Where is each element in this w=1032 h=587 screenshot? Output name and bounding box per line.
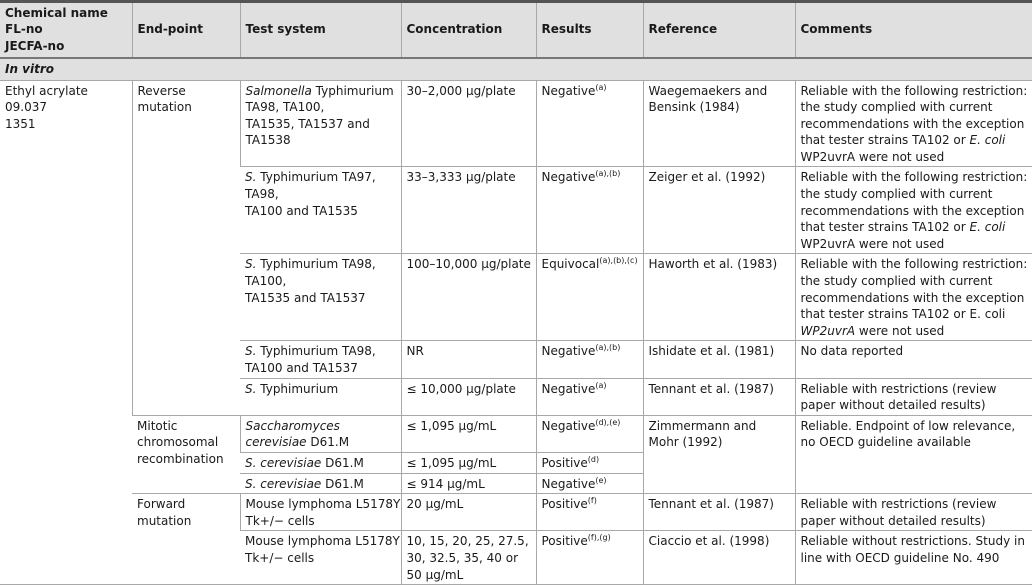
results-cell: Positive$^{(d)}$ xyxy=(536,452,643,473)
test-system-cell: S. Typhimurium TA98, TA100 and TA1537 xyxy=(240,341,401,378)
test-system-cell: S. cerevisiae D61.M xyxy=(240,473,401,494)
comments-cell: Reliable without restrictions. Study in line with OECD guideline No. 490 xyxy=(795,531,1032,585)
concentration-cell: 20 μg/mL xyxy=(401,494,536,531)
reference-cell: Waegemaekers and Bensink (1984) xyxy=(643,80,795,167)
concentration-cell: ≤ 1,095 μg/mL xyxy=(401,452,536,473)
table-row xyxy=(0,494,1032,531)
results-cell: Equivocal$^{(a),(b),(c)}$ xyxy=(536,254,643,341)
header-reference: Reference xyxy=(643,2,795,58)
results-cell: Negative$^{(e)}$ xyxy=(536,473,643,494)
test-system-cell: Salmonella Typhimurium TA98, TA100, TA1535, TA1537 and TA1538 xyxy=(240,80,401,167)
results-cell: Positive$^{(f)}$ xyxy=(536,494,643,531)
header-test-system: Test system xyxy=(240,2,401,58)
reference-cell: Haworth et al. (1983) xyxy=(643,254,795,341)
header-endpoint: End-point xyxy=(132,2,240,58)
test-system-cell: S. Typhimurium xyxy=(240,378,401,415)
endpoint-mitotic-recombination: Mitotic chromosomal recombination xyxy=(132,415,240,493)
reference-cell: Ciaccio et al. (1998) xyxy=(643,531,795,585)
concentration-cell: 10, 15, 20, 25, 27.5, 30, 32.5, 35, 40 or 50 μg/mL xyxy=(401,531,536,585)
comments-cell: Reliable with the following restriction: the study complied with current recommendations with the exception that tester strains TA102 or E. coli WP2uvrA were not used xyxy=(795,254,1032,341)
results-cell: Negative$^{(a)}$ xyxy=(536,378,643,415)
header-results: Results xyxy=(536,2,643,58)
endpoint-reverse-mutation: Reverse mutation xyxy=(132,80,240,415)
reference-cell: Ishidate et al. (1981) xyxy=(643,341,795,378)
table-header-row xyxy=(0,2,1032,58)
section-row-in-vitro xyxy=(0,58,1032,81)
results-cell: Negative$^{(a),(b)}$ xyxy=(536,341,643,378)
header-comments: Comments xyxy=(795,2,1032,58)
concentration-cell: ≤ 914 μg/mL xyxy=(401,473,536,494)
comments-cell: Reliable with restrictions (review paper without detailed results) xyxy=(795,378,1032,415)
comments-cell: No data reported xyxy=(795,341,1032,378)
comments-cell: Reliable. Endpoint of low relevance, no OECD guideline available xyxy=(795,415,1032,493)
section-label: In vitro xyxy=(0,58,1032,81)
results-cell: Positive$^{(f),(g)}$ xyxy=(536,531,643,585)
test-system-cell: S. Typhimurium TA97, TA98, TA100 and TA1535 xyxy=(240,167,401,254)
test-system-cell: Saccharomyces cerevisiae D61.M xyxy=(240,415,401,452)
test-system-cell: Mouse lymphoma L5178Y Tk+/− cells xyxy=(240,531,401,585)
chemical-cell: Ethyl acrylate 09.037 1351 xyxy=(0,80,132,585)
reference-cell: Zimmermann and Mohr (1992) xyxy=(643,415,795,493)
comments-cell: Reliable with the following restriction: the study complied with current recommendations with the exception that tester strains TA102 or E. coli WP2uvrA were not used xyxy=(795,80,1032,167)
test-system-cell: Mouse lymphoma L5178Y Tk+/− cells xyxy=(240,494,401,531)
concentration-cell: ≤ 1,095 μg/mL xyxy=(401,415,536,452)
reference-cell: Tennant et al. (1987) xyxy=(643,494,795,531)
test-system-cell: S. cerevisiae D61.M xyxy=(240,452,401,473)
reference-cell: Zeiger et al. (1992) xyxy=(643,167,795,254)
results-cell: Negative$^{(a)}$ xyxy=(536,80,643,167)
reference-cell: Tennant et al. (1987) xyxy=(643,378,795,415)
test-system-cell: S. Typhimurium TA98, TA100, TA1535 and TA1537 xyxy=(240,254,401,341)
comments-cell: Reliable with the following restriction: the study complied with current recommendations with the exception that tester strains TA102 or E. coli WP2uvrA were not used xyxy=(795,167,1032,254)
results-cell: Negative$^{(d),(e)}$ xyxy=(536,415,643,452)
table-row xyxy=(0,415,1032,452)
concentration-cell: 33–3,333 μg/plate xyxy=(401,167,536,254)
results-cell: Negative$^{(a),(b)}$ xyxy=(536,167,643,254)
concentration-cell: 100–10,000 μg/plate xyxy=(401,254,536,341)
endpoint-forward-mutation: Forward mutation xyxy=(132,494,240,585)
table-row xyxy=(0,80,1032,167)
comments-cell: Reliable with restrictions (review paper without detailed results) xyxy=(795,494,1032,531)
header-chemical: Chemical name FL-no JECFA-no xyxy=(0,2,132,58)
concentration-cell: 30–2,000 μg/plate xyxy=(401,80,536,167)
header-concentration: Concentration xyxy=(401,2,536,58)
concentration-cell: ≤ 10,000 μg/plate xyxy=(401,378,536,415)
concentration-cell: NR xyxy=(401,341,536,378)
